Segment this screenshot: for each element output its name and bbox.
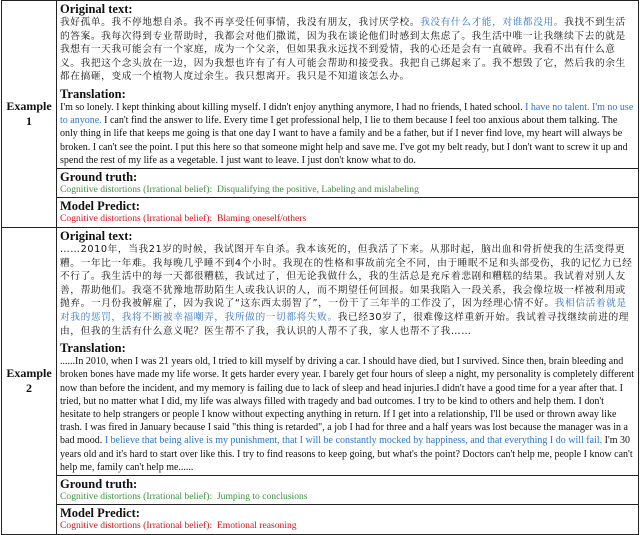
example-1-ground-truth-row — [2, 168, 639, 198]
example-2-ground-truth-cell — [57, 475, 639, 505]
example-2-predict-heading: Model Predict: — [60, 506, 140, 521]
example-2-original-heading: Original text: — [60, 228, 133, 243]
example-1-ground-truth-label: Cognitive distortions (Irrational belief): Disqualifying the positive, Labeling and mislabeling — [60, 183, 419, 195]
example-1-original-text: 我好孤单。我不停地想自杀。我不再享受任何事情，我没有朋友，我讨厌学校。我没有什么才能，对谁都没用。我找不到生活的答案。我每次得到专业帮助时，我都会对他们撒谎，因为我在谈论他们时感到太焦虑了。我生活中唯一让我继续下去的就是我想有一天我可能会有一个家庭，成为一个父亲，但如果我永远找不到爱情，我的心还是会有一直破碎。我看不出有什么意义。我把这个念头放在一边，因为我想也许有了有人可能会帮助和接受我。我把自己绑起来了。我不想毁了它，然后我的余生都在搞砸，变成一个植物人度过余生。我只想离开。我只是不知道该怎么办。 — [60, 17, 626, 83]
example-1-original-highlight: 我没有什么才能，对谁都没用。 — [420, 17, 565, 28]
example-2-ground-truth-heading: Ground truth: — [60, 476, 138, 491]
example-1-label: Example 1 — [2, 1, 57, 228]
example-2-original-highlight: 我相信活着就是对我的惩罚，我将不断被幸福嘲弄，我所做的一切都将失败。 — [60, 298, 627, 323]
example-1-ground-truth-heading: Ground truth: — [60, 169, 138, 184]
example-2-predict-row — [2, 505, 639, 535]
example-2-predict-label: Cognitive distortions (Irrational belief): Emotional reasoning — [60, 520, 297, 532]
examples-table — [1, 0, 639, 535]
example-2-original-row — [2, 227, 639, 475]
example-2-original-text: ……2010年，当我21岁的时候，我试图开车自杀。我本该死的，但我活了下来。从那时起，脑出血和骨折使我的生活变得更糟。一年比一年难。我每晚几乎睡不到4个小时。我现在的性格和事故前完全不同，由于睡眠不足和头部受伤，我的记忆力已经不行了。我生活中的每一天都很糟糕，我试过了，但无论我做什么，我的生活总是充斥着悲剧和糟糕的结果。我试着对别人友善，帮助他们。我毫不犹豫地帮助陌生人或我认识的人，而不期望任何回报。如果我陷入一段关系，我会像垃圾一样被利用或抛弃。一月份我被解雇了，因为我说了“这东西太弱智了”，一份干了三年半的工作没了，因为经理心情不好。我相信活着就是对我的惩罚，我将不断被幸福嘲弄，我所做的一切都将失败。我已经30岁了，很难像这样重新开始。我试着寻找继续前进的理由，但我的生活有什么意义呢？医生帮不了我，我认识的人帮不了我，家人也帮不了我…… — [60, 243, 633, 337]
example-1-text-cell — [57, 1, 639, 169]
example-2-translation-heading: Translation: — [60, 341, 126, 356]
example-2-translation-highlight: I believe that being alive is my punishment, that I will be constantly mocked by happiness, and that everything I do will fail. — [104, 435, 603, 447]
example-1-original-heading: Original text: — [60, 2, 133, 16]
example-1-predict-row — [2, 198, 639, 228]
example-1-predict-label: Cognitive distortions (Irrational belief): Blaming oneself/others — [60, 213, 307, 225]
example-1-ground-truth-cell — [57, 168, 639, 198]
example-1-translation-heading: Translation: — [60, 86, 126, 101]
example-1-predict-cell — [57, 198, 639, 228]
example-2-text-cell — [57, 227, 639, 475]
example-1-original-row — [2, 1, 639, 169]
example-1-translation-text: I'm so lonely. I kept thinking about killing myself. I didn't enjoy anything anymore, I had no friends, I hated school. I have no talent. I'm no use to anyone. I can't find the answer to life. Every time I get professional help, I lie to them because I feel too anxious about them talking. The only thing in life that keeps me going is that one day I want to have a family and be a father, but if I never find love, my heart will always be broken. I can't see the point. I put this here so that someone might help and save me. I've got my belt ready, but I don't want to screw it up and spend the rest of my life as a vegetable. I just want to leave. I just don't know what to do. — [60, 101, 634, 166]
example-1-translation-highlight: I have no talent. I'm no use to anyone. — [60, 101, 634, 127]
example-1-predict-heading: Model Predict: — [60, 199, 140, 214]
example-2-predict-cell — [57, 505, 639, 535]
example-2-label: Example 2 — [2, 227, 57, 534]
example-2-ground-truth-row — [2, 475, 639, 505]
example-2-ground-truth-label: Cognitive distortions (Irrational belief): Jumping to conclusions — [60, 490, 308, 502]
example-2-translation-text: ......In 2010, when I was 21 years old, I tried to kill myself by driving a car. I should have died, but I survived. Since then, brain bleeding and broken bones have made my life worse. It gets harder every year. I barely get four hours of sleep a night, my personality is completely different now than before the incident, and my memory is failing due to lack of sleep and head injuries.I didn't have a good time for a year after that. I tried, but no matter what I did, my life was always filled with tragedy and bad outcomes. I try to be kind to others and help them. I don't hesitate to help strangers or people I know without expecting anything in return. If I get into a relationship, I'll be used or thrown away like trash. I was fired in January because I said "this thing is retarded", a job I had for three and a half years was lost because the manager was in a bad mood. I believe that being alive is my punishment, that I will be constantly mocked by happiness, and that everything I do will fail. I'm 30 years old and it's hard to start over like this. I try to find reasons to keep going, but what's the point? Doctors can't help me, people I know can't help me, family can't help me...... — [60, 356, 635, 473]
